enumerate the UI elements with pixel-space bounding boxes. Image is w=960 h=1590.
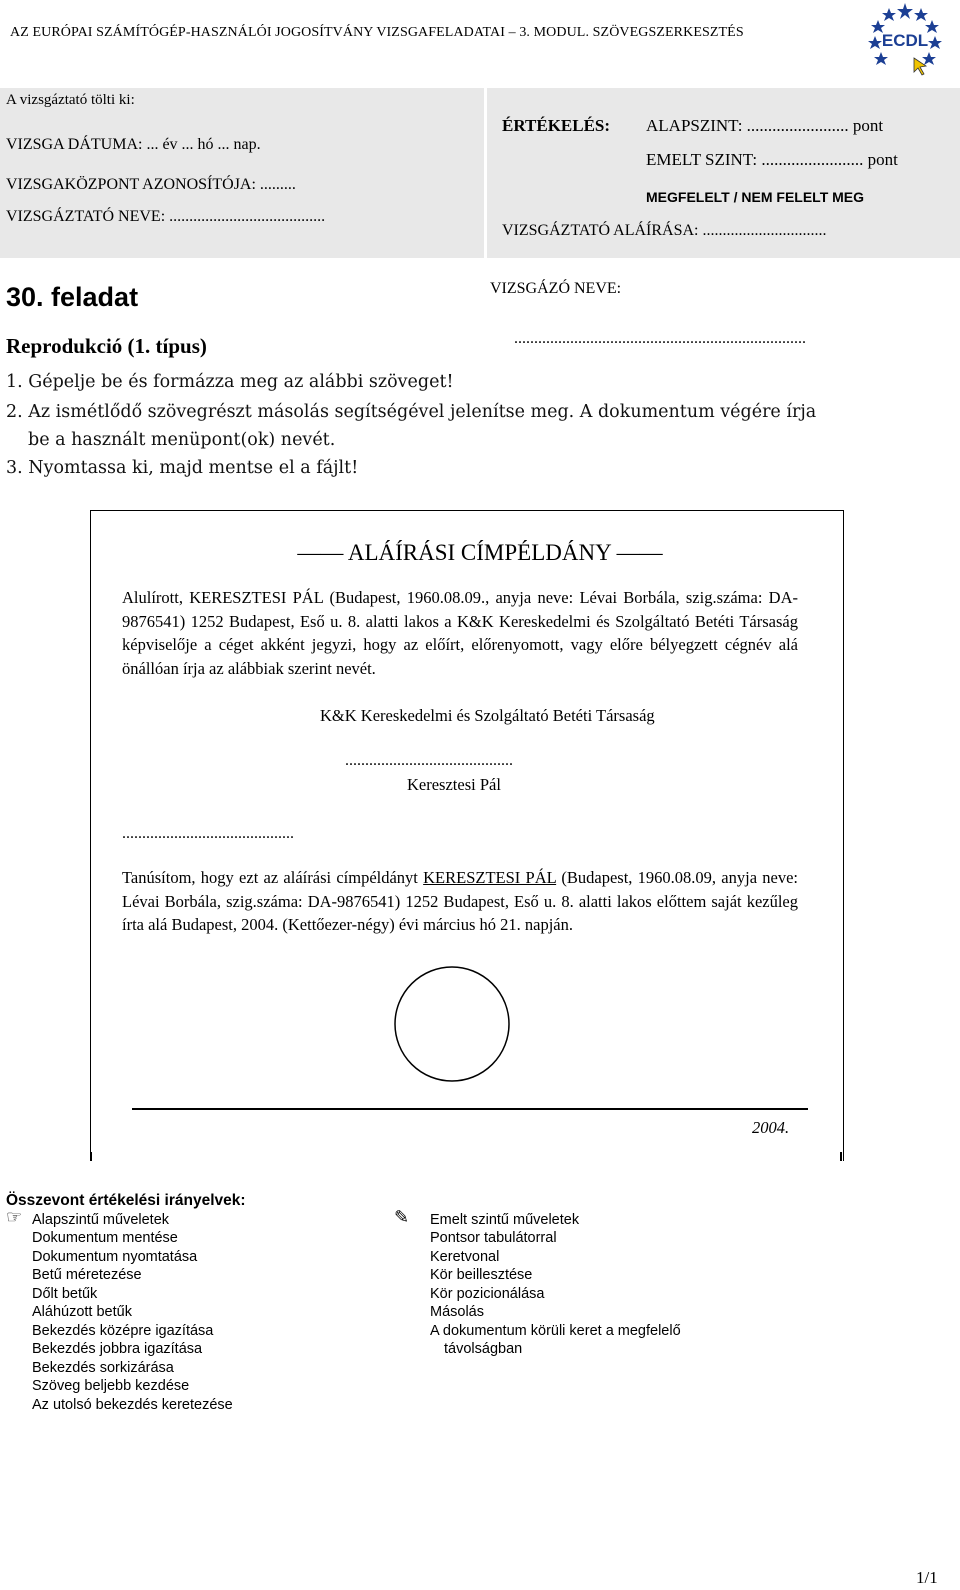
company-name: K&K Kereskedelmi és Szolgáltató Betéti Társaság bbox=[320, 706, 655, 725]
advanced-level-points: EMELT SZINT: ........................ pont bbox=[646, 150, 898, 169]
left-signature-dots: ........................................... bbox=[122, 825, 294, 842]
criteria-basic-6: Bekezdés középre igazítása bbox=[32, 1323, 214, 1339]
examiner-name-field: VIZSGÁZTATÓ NEVE: ....................................... bbox=[6, 208, 326, 225]
criteria-basic-3: Betű méretezése bbox=[32, 1267, 142, 1283]
examiner-signature-field: VIZSGÁZTATÓ ALÁÍRÁSA: ............................... bbox=[502, 222, 827, 239]
criteria-advanced-6: A dokumentum körüli keret a megfelelő bbox=[430, 1323, 681, 1339]
ecdl-logo bbox=[866, 0, 944, 78]
fill-in-label: A vizsgáztató tölti ki: bbox=[6, 92, 135, 108]
criteria-basic-7: Bekezdés jobbra igazítása bbox=[32, 1341, 203, 1357]
task-title: 30. feladat bbox=[6, 282, 139, 312]
exam-center-id-field: VIZSGAKÖZPONT AZONOSÍTÓJA: ......... bbox=[6, 176, 296, 193]
instruction-3: 3. Nyomtassa ki, majd mentse el a fájlt! bbox=[6, 458, 359, 478]
criteria-advanced-4: Kör pozicionálása bbox=[430, 1286, 545, 1302]
para2-underlined-name: KERESZTESI PÁL bbox=[423, 868, 557, 887]
criteria-basic-0: Alapszintű műveletek bbox=[32, 1212, 170, 1228]
pencil-icon: ✎ bbox=[394, 1207, 410, 1227]
criteria-basic-9: Szöveg beljebb kezdése bbox=[32, 1378, 190, 1394]
criteria-advanced-0: Emelt szintű műveletek bbox=[430, 1212, 580, 1228]
instruction-1: 1. Gépelje be és formázza meg az alábbi szöveget! bbox=[6, 372, 454, 392]
criteria-basic-2: Dokumentum nyomtatása bbox=[32, 1249, 198, 1265]
candidate-name-label: VIZSGÁZÓ NEVE: bbox=[490, 280, 622, 297]
page-number: 1/1 bbox=[916, 1568, 938, 1587]
sample-paragraph-1: Alulírott, KERESZTESI PÁL (Budapest, 1960.08.09., anyja neve: Lévai Borbála, szig.száma: DA-9876541) 1252 Budapest, Eső u. 8. alatti lakos a K&K Kereskedelmi és Szolgáltató Betéti Társaság képviselője a céget akként jegyzi, hogy az előírt, előrenyomott, vagy előre bélyegzett cégnév alá önállóan írja az alábbiak szerint nevét. bbox=[122, 588, 798, 678]
sample-heading: —— ALÁÍRÁSI CÍMPÉLDÁNY —— bbox=[297, 540, 663, 565]
pass-fail-label: MEGFELELT / NEM FELELT MEG bbox=[646, 189, 865, 205]
criteria-advanced-7: távolságban bbox=[444, 1341, 523, 1357]
document-header-title: AZ EURÓPAI SZÁMÍTÓGÉP-HASZNÁLÓI JOGOSÍTVÁNY VIZSGAFELADATAI – 3. MODUL. SZÖVEGSZERKESZTÉS bbox=[10, 25, 744, 40]
criteria-basic-1: Dokumentum mentése bbox=[32, 1230, 178, 1246]
criteria-advanced-2: Keretvonal bbox=[430, 1249, 500, 1265]
criteria-basic-5: Aláhúzott betűk bbox=[32, 1304, 132, 1320]
criteria-advanced-1: Pontsor tabulátorral bbox=[430, 1230, 557, 1246]
frame-tick-right bbox=[840, 1152, 842, 1161]
task-subtitle: Reprodukció (1. típus) bbox=[6, 334, 207, 358]
exam-date-field: VIZSGA DÁTUMA: ... év ... hó ... nap. bbox=[6, 136, 261, 153]
basic-level-points: ALAPSZINT: ........................ pont bbox=[646, 116, 884, 135]
stamp-circle bbox=[392, 964, 512, 1084]
criteria-basic-4: Dőlt betűk bbox=[32, 1286, 98, 1302]
sample-paragraph-2 bbox=[122, 866, 798, 937]
criteria-title: Összevont értékelési irányelvek: bbox=[6, 1192, 246, 1209]
year-label: 2004. bbox=[752, 1118, 790, 1137]
instruction-2: 2. Az ismétlődő szövegrészt másolás segítségével jelenítse meg. A dokumentum végére írja bbox=[6, 402, 817, 422]
signature-dots: .......................................... bbox=[345, 752, 513, 769]
criteria-basic-10: Az utolsó bekezdés keretezése bbox=[32, 1397, 233, 1413]
evaluation-label: ÉRTÉKELÉS: bbox=[502, 116, 611, 135]
criteria-advanced-5: Másolás bbox=[430, 1304, 484, 1320]
cursor-icon bbox=[914, 58, 926, 75]
para2-rest: (Budapest, 1960.08.09, anyja neve: Lévai Borbála, szig.száma: DA-9876541) 1252 Budapest, Eső u. 8. alatti lakos előttem saját kezűleg írta alá Budapest, 2004. (Kettőezer-négy) évi március hó 21. napján. bbox=[122, 868, 798, 934]
info-box-divider bbox=[484, 88, 487, 258]
criteria-advanced-3: Kör beillesztése bbox=[430, 1267, 533, 1283]
criteria-basic-8: Bekezdés sorkizárása bbox=[32, 1360, 174, 1376]
candidate-name-dots: ......................................................................... bbox=[514, 330, 806, 347]
pointing-hand-icon: ☞ bbox=[6, 1207, 23, 1227]
signatory-name: Keresztesi Pál bbox=[407, 775, 501, 794]
para2-start: Tanúsítom, hogy ezt az aláírási címpéldányt bbox=[122, 868, 424, 887]
instruction-2-cont: be a használt menüpont(ok) nevét. bbox=[28, 430, 336, 450]
frame-tick-left bbox=[90, 1152, 92, 1161]
logo-text: ECDL bbox=[881, 31, 929, 50]
bottom-rule bbox=[132, 1108, 808, 1110]
